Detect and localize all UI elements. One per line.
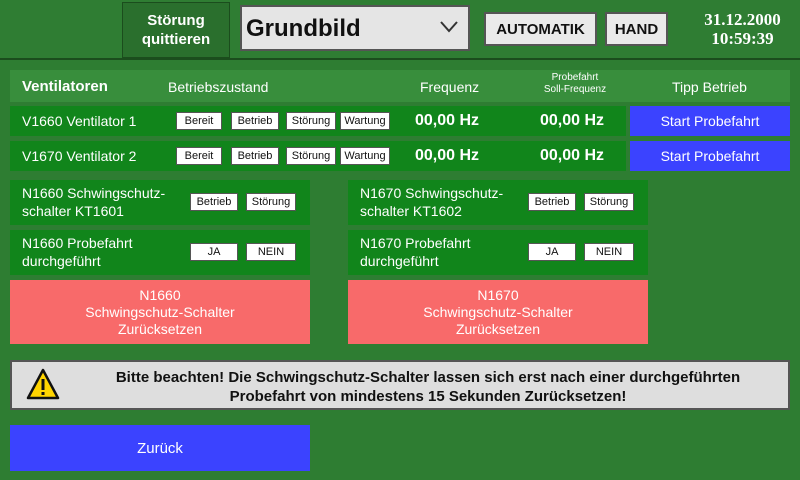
frequency-value: 00,00 Hz: [415, 147, 480, 164]
table-row: [10, 141, 626, 171]
screen-select-value: Grundbild: [246, 15, 361, 42]
row-name: V1660 Ventilator 1: [22, 113, 137, 129]
reset-vibration-switch-button-2[interactable]: [348, 280, 648, 344]
screen-select[interactable]: [240, 5, 470, 51]
vibration-switch-label-line2: schalter KT1601: [22, 203, 124, 219]
datetime-display: [690, 10, 795, 48]
date-value: 31.12.2000: [704, 10, 781, 29]
notice-text: [72, 368, 784, 406]
reset-label-line2: Schwingschutz-Schalter: [423, 303, 573, 320]
start-test-run-label: Start Probefahrt: [660, 148, 760, 164]
start-test-run-button-1[interactable]: [630, 106, 790, 136]
reset-label-line3: Zurücksetzen: [117, 320, 203, 337]
back-button[interactable]: [10, 425, 310, 471]
test-run-done-label: [360, 234, 471, 270]
notice-line1: Bitte beachten! Die Schwingschutz-Schalter lassen sich erst nach einer durchgeführten: [115, 369, 741, 386]
automatic-mode-label: AUTOMATIK: [496, 20, 585, 38]
vibration-switch-label-line1: N1670 Schwingschutz-: [360, 185, 504, 201]
frequency-value: 00,00 Hz: [415, 112, 480, 129]
test-run-done-label-line1: N1670 Probefahrt: [360, 235, 471, 251]
status-running: Betrieb: [190, 193, 238, 211]
back-label: Zurück: [137, 439, 183, 457]
col-header-state: Betriebszustand: [168, 79, 269, 95]
status-yes: JA: [190, 243, 238, 261]
status-ready: Bereit: [176, 147, 222, 165]
start-test-run-label: Start Probefahrt: [660, 113, 760, 129]
status-no: NEIN: [246, 243, 296, 261]
chevron-down-icon: [440, 21, 458, 33]
status-fault: Störung: [584, 193, 634, 211]
status-ready: Bereit: [176, 112, 222, 130]
test-run-done-label-line2: durchgeführt: [22, 253, 101, 269]
table-row: [10, 106, 626, 136]
vibration-switch-label-line2: schalter KT1602: [360, 203, 462, 219]
reset-label-line1: N1660: [139, 286, 181, 303]
status-no: NEIN: [584, 243, 634, 261]
quit-label-line1: Störung: [147, 12, 205, 29]
test-run-done-panel-2: [348, 230, 648, 275]
notice-panel: [10, 360, 790, 410]
col-header-tip: Tipp Betrieb: [672, 79, 747, 95]
status-fault: Störung: [286, 147, 336, 165]
status-maintenance: Wartung: [340, 147, 390, 165]
reset-vibration-switch-button-1[interactable]: [10, 280, 310, 344]
status-running: Betrieb: [231, 147, 279, 165]
vibration-switch-label: [360, 184, 503, 220]
col-header-test-line2: Soll-Frequenz: [543, 84, 607, 95]
quit-label-line2: quittieren: [141, 31, 211, 48]
automatic-mode-button[interactable]: [484, 12, 597, 46]
table-title: Ventilatoren: [22, 78, 108, 95]
test-run-done-label: [22, 234, 133, 270]
row-name: V1670 Ventilator 2: [22, 148, 137, 164]
reset-label-line3: Zurücksetzen: [455, 320, 541, 337]
test-run-done-label-line2: durchgeführt: [360, 253, 439, 269]
test-run-done-panel-1: [10, 230, 310, 275]
status-fault: Störung: [246, 193, 296, 211]
manual-mode-button[interactable]: [605, 12, 668, 46]
acknowledge-fault-button[interactable]: [122, 2, 230, 58]
test-run-done-label-line1: N1660 Probefahrt: [22, 235, 133, 251]
status-fault: Störung: [286, 112, 336, 130]
col-header-frequency: Frequenz: [420, 79, 480, 95]
vibration-switch-label-line1: N1660 Schwingschutz-: [22, 185, 166, 201]
reset-label-line2: Schwingschutz-Schalter: [85, 303, 235, 320]
col-header-test-line1: Probefahrt: [551, 72, 599, 83]
col-header-test-freq: [520, 72, 630, 96]
reset-label-line1: N1670: [477, 286, 519, 303]
manual-mode-label: HAND: [614, 20, 659, 38]
test-frequency-value: 00,00 Hz: [540, 112, 605, 129]
test-frequency-value: 00,00 Hz: [540, 147, 605, 164]
start-test-run-button-2[interactable]: [630, 141, 790, 171]
time-value: 10:59:39: [711, 29, 774, 48]
status-maintenance: Wartung: [340, 112, 390, 130]
status-running: Betrieb: [528, 193, 576, 211]
status-yes: JA: [528, 243, 576, 261]
vibration-switch-panel-1: [10, 180, 310, 225]
status-running: Betrieb: [231, 112, 279, 130]
warning-icon: [26, 368, 60, 400]
vibration-switch-label: [22, 184, 165, 220]
vibration-switch-panel-2: [348, 180, 648, 225]
notice-line2: Probefahrt von mindestens 15 Sekunden Zurücksetzen!: [229, 388, 627, 405]
